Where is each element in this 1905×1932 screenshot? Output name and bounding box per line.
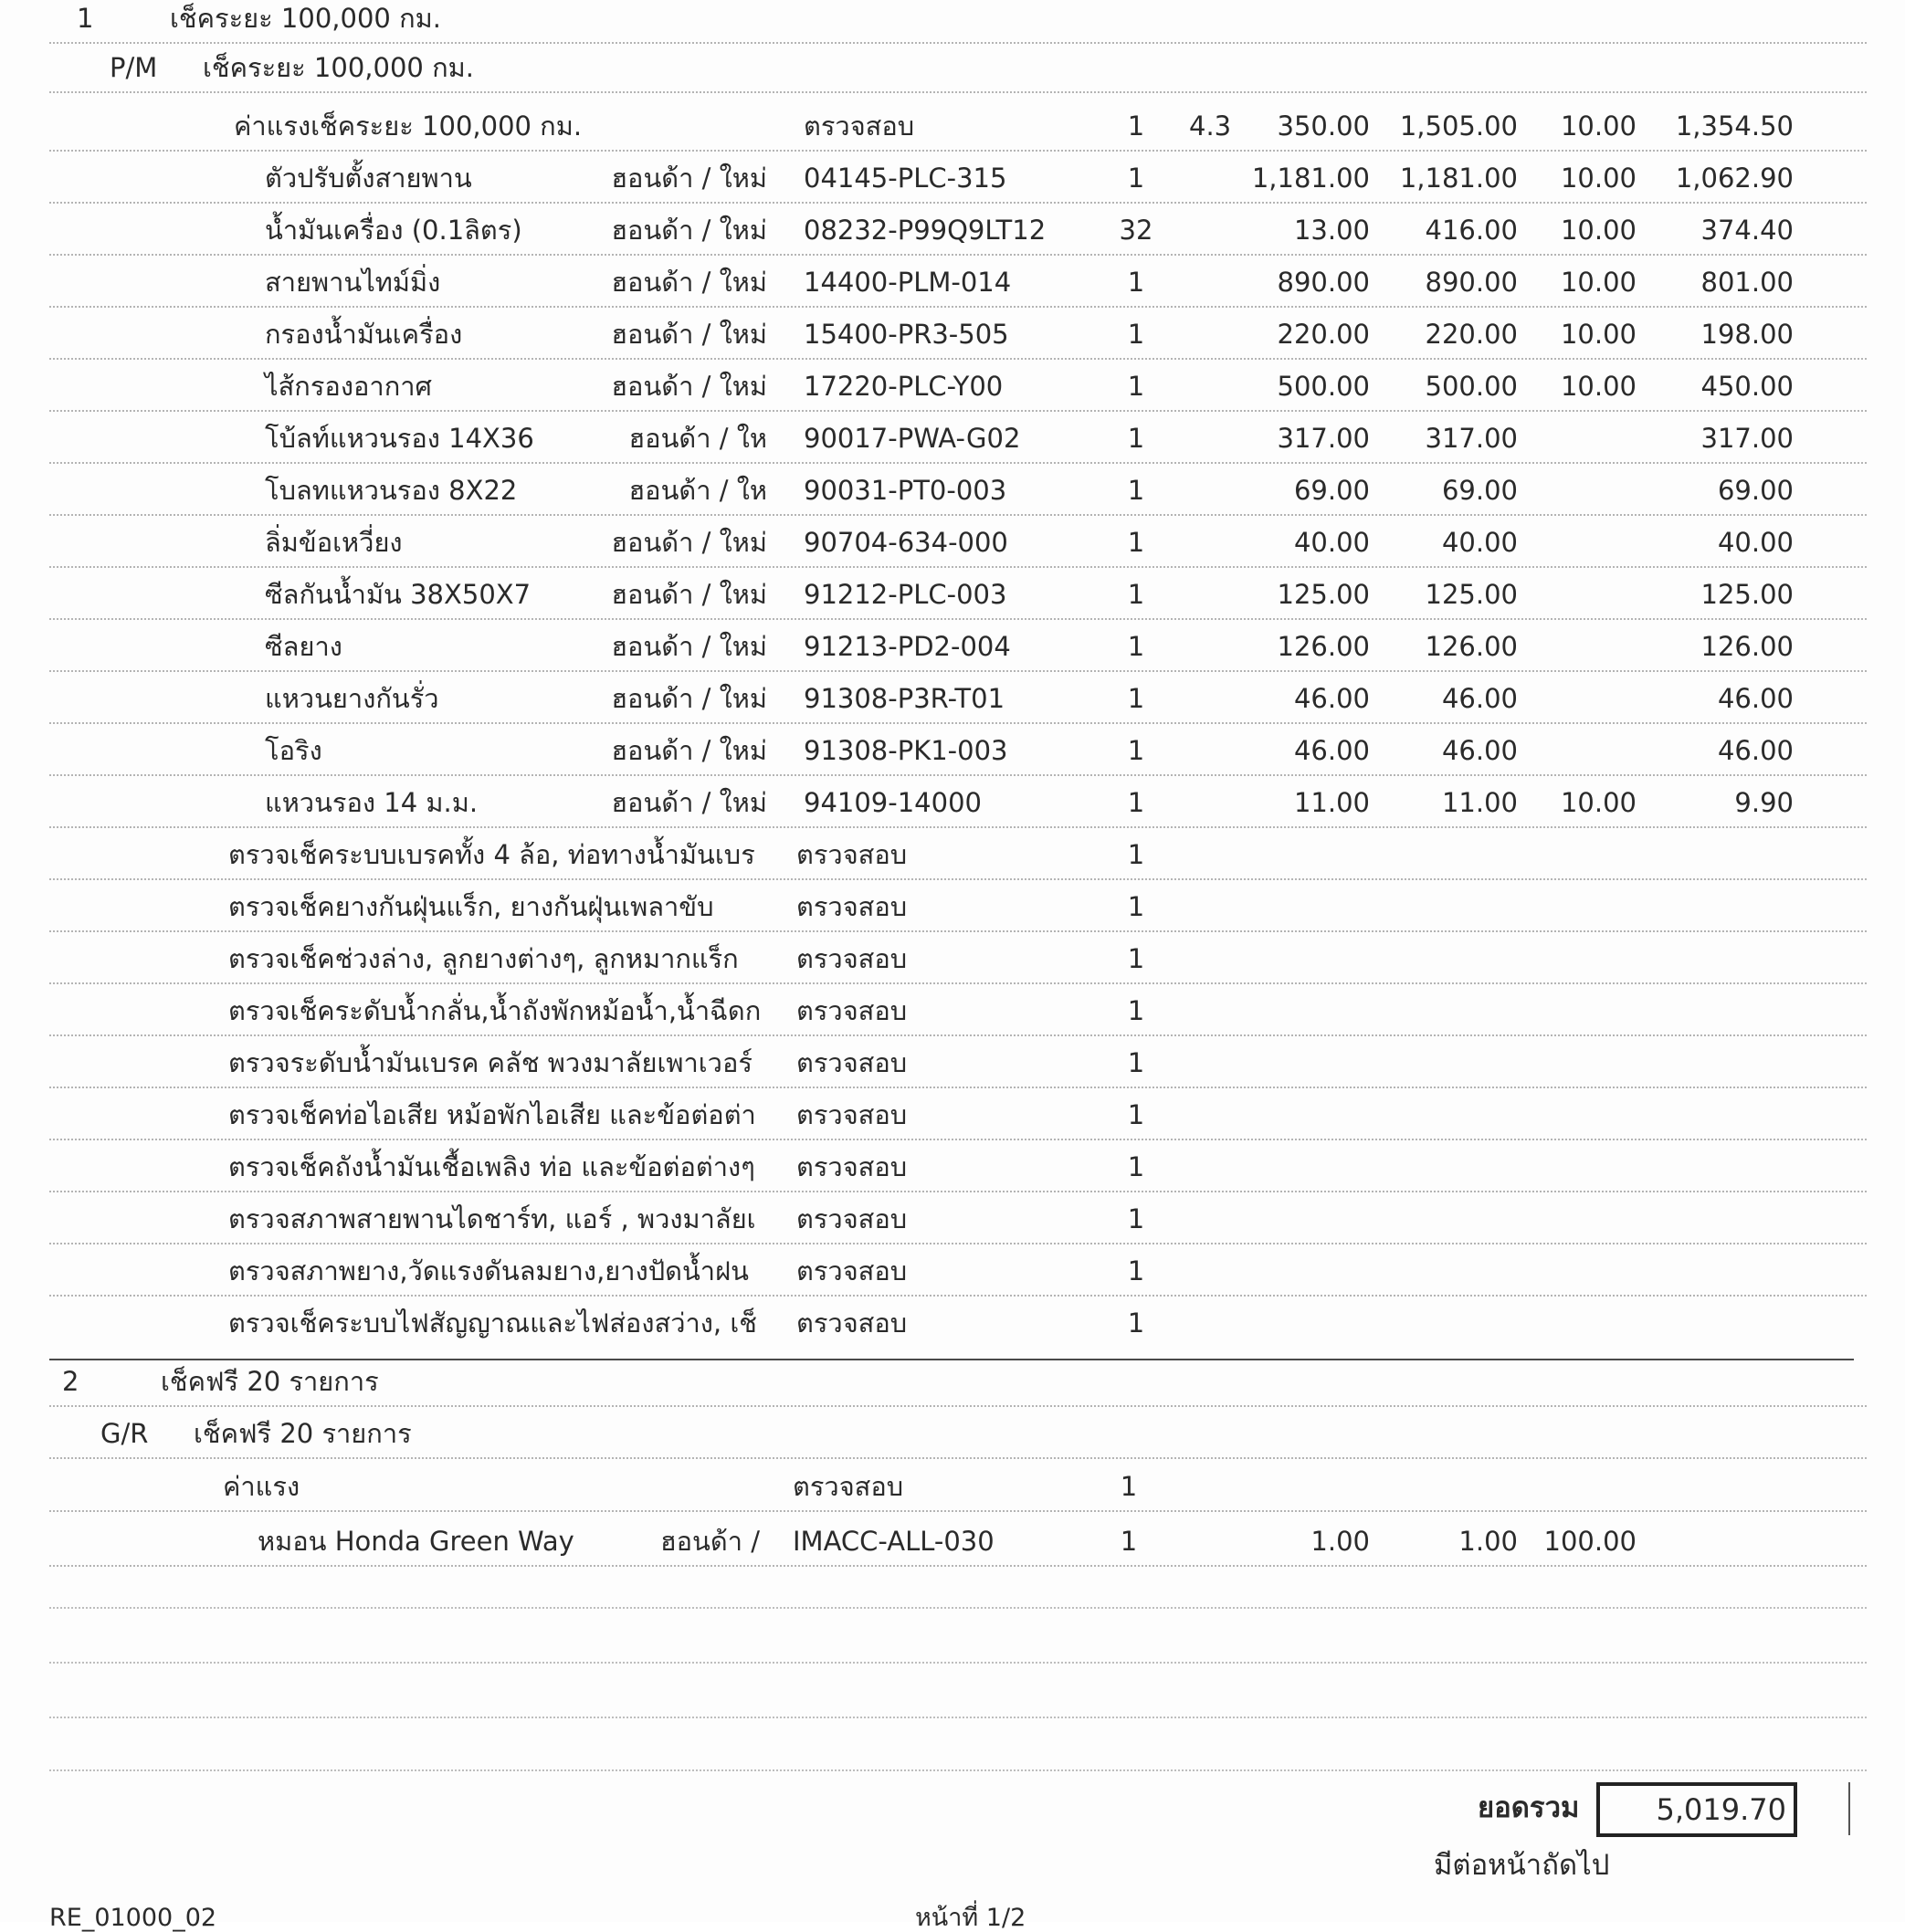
labor-qty: 1 (1127, 110, 1145, 142)
check-code: ตรวจสอบ (796, 1099, 908, 1130)
check-code: ตรวจสอบ (796, 1151, 908, 1182)
blank-rule (49, 1662, 1867, 1664)
part-unit-price: 890.00 (1277, 267, 1370, 298)
labor-row (49, 1461, 1867, 1512)
part-desc: หมอน Honda Green Way (258, 1526, 574, 1557)
part-row (49, 569, 1867, 620)
part-qty: 1 (1127, 631, 1145, 662)
labor-qty: 1 (1120, 1471, 1138, 1502)
part-amount: 220.00 (1425, 319, 1518, 350)
part-unit-price: 1,181.00 (1251, 163, 1370, 194)
form-code: RE_01000_02 (49, 1904, 217, 1932)
part-row (49, 673, 1867, 724)
part-brand: ฮอนด้า / ใหม่ (611, 735, 767, 766)
part-amount: 46.00 (1441, 683, 1518, 714)
labor-net: 1,354.50 (1675, 110, 1794, 142)
check-qty: 1 (1127, 891, 1145, 922)
check-code: ตรวจสอบ (796, 1047, 908, 1078)
part-unit-price: 125.00 (1277, 579, 1370, 610)
part-row (49, 205, 1867, 256)
part-qty: 1 (1127, 371, 1145, 402)
part-brand: ฮอนด้า / ใหม่ (611, 267, 767, 298)
check-row (49, 881, 1867, 932)
part-brand: ฮอนด้า / ให (628, 423, 767, 454)
part-row (49, 621, 1867, 672)
labor-discount: 10.00 (1560, 110, 1637, 142)
part-desc: ลิ่มข้อเหวี่ยง (265, 527, 403, 558)
check-desc: ตรวจเช็คระบบเบรคทั้ง 4 ล้อ, ท่อทางน้ำมันเบร (228, 839, 755, 870)
part-brand: ฮอนด้า / ใหม่ (611, 787, 767, 818)
part-unit-price: 317.00 (1277, 423, 1370, 454)
check-code: ตรวจสอบ (796, 1307, 908, 1339)
section-number: 2 (62, 1366, 79, 1397)
check-desc: ตรวจเช็คถังน้ำมันเชื้อเพลิง ท่อ และข้อต่อต่างๆ (228, 1151, 755, 1182)
part-brand: ฮอนด้า / ใหม่ (611, 215, 767, 246)
total-divider (1848, 1782, 1850, 1835)
labor-amount: 1,505.00 (1399, 110, 1518, 142)
part-row (49, 725, 1867, 776)
part-net: 801.00 (1700, 267, 1794, 298)
part-unit-price: 40.00 (1293, 527, 1370, 558)
check-row (49, 1193, 1867, 1244)
part-desc: ซีลกันน้ำมัน 38X50X7 (265, 579, 532, 610)
labor-desc: ค่าแรง (223, 1471, 300, 1502)
part-number: 14400-PLM-014 (804, 267, 1012, 298)
check-desc: ตรวจเช็คยางกันฝุ่นแร็ก, ยางกันฝุ่นเพลาขับ (228, 891, 714, 922)
part-desc: น้ำมันเครื่อง (0.1ลิตร) (265, 215, 522, 246)
part-discount (1518, 673, 1637, 724)
blank-rule (49, 1607, 1867, 1609)
part-brand: ฮอนด้า / ใหม่ (611, 527, 767, 558)
part-net: 40.00 (1717, 527, 1794, 558)
check-code: ตรวจสอบ (796, 891, 908, 922)
part-amount: 317.00 (1425, 423, 1518, 454)
job-type: G/R (100, 1418, 149, 1449)
part-number: IMACC-ALL-030 (793, 1526, 995, 1557)
part-amount: 416.00 (1425, 215, 1518, 246)
part-unit-price: 13.00 (1293, 215, 1370, 246)
labor-desc: ค่าแรงเช็คระยะ 100,000 กม. (234, 110, 583, 142)
part-number: 91213-PD2-004 (804, 631, 1011, 662)
part-net: 126.00 (1700, 631, 1794, 662)
section-title: เช็คระยะ 100,000 กม. (170, 3, 441, 34)
check-code: ตรวจสอบ (796, 1203, 908, 1234)
section-header (49, 0, 1867, 44)
part-number: 91308-PK1-003 (804, 735, 1008, 766)
part-desc: โบ้ลท์แหวนรอง 14X36 (265, 423, 534, 454)
part-row (49, 257, 1867, 308)
part-unit-price: 11.00 (1293, 787, 1370, 818)
part-row (49, 777, 1867, 828)
check-row (49, 1297, 1867, 1349)
check-desc: ตรวจเช็คท่อไอเสีย หม้อพักไอเสีย และข้อต่อต่า (228, 1099, 756, 1130)
part-unit-price: 220.00 (1277, 319, 1370, 350)
total-value: 5,019.70 (1596, 1782, 1797, 1837)
job-header (49, 1408, 1867, 1459)
part-qty: 1 (1127, 319, 1145, 350)
part-discount (1518, 413, 1637, 464)
part-amount: 1.00 (1458, 1526, 1518, 1557)
part-net: 9.90 (1734, 787, 1794, 818)
check-qty: 1 (1127, 995, 1145, 1026)
part-brand: ฮอนด้า / ใหม่ (611, 631, 767, 662)
part-row (49, 152, 1867, 204)
part-brand: ฮอนด้า / ใหม่ (611, 319, 767, 350)
check-code: ตรวจสอบ (796, 839, 908, 870)
check-code: ตรวจสอบ (796, 1255, 908, 1286)
part-net: 374.40 (1700, 215, 1794, 246)
total-label: ยอดรวม (1478, 1791, 1580, 1824)
check-code: ตรวจสอบ (796, 995, 908, 1026)
check-desc: ตรวจสภาพสายพานไดชาร์ท, แอร์ , พวงมาลัยเ (228, 1203, 756, 1234)
check-qty: 1 (1127, 1307, 1145, 1339)
part-discount: 10.00 (1560, 371, 1637, 402)
part-number: 17220-PLC-Y00 (804, 371, 1004, 402)
part-desc: ตัวปรับตั้งสายพาน (265, 163, 472, 194)
part-number: 91212-PLC-003 (804, 579, 1007, 610)
part-discount (1518, 725, 1637, 776)
part-number: 91308-P3R-T01 (804, 683, 1005, 714)
part-amount: 1,181.00 (1399, 163, 1518, 194)
blank-rule (49, 1769, 1867, 1771)
part-amount: 69.00 (1441, 475, 1518, 506)
check-qty: 1 (1127, 1047, 1145, 1078)
check-desc: ตรวจเช็คช่วงล่าง, ลูกยางต่างๆ, ลูกหมากแร็ก (228, 943, 739, 974)
part-discount: 10.00 (1560, 267, 1637, 298)
part-net: 317.00 (1700, 423, 1794, 454)
part-row (49, 361, 1867, 412)
part-desc: ไส้กรองอากาศ (265, 371, 432, 402)
part-discount: 10.00 (1560, 319, 1637, 350)
section-header (49, 1356, 1867, 1407)
check-qty: 1 (1127, 839, 1145, 870)
part-row (49, 309, 1867, 360)
part-qty: 32 (1119, 215, 1153, 246)
labor-unit-price: 350.00 (1277, 110, 1370, 142)
part-net: 125.00 (1700, 579, 1794, 610)
part-desc: โบลทแหวนรอง 8X22 (265, 475, 518, 506)
job-type: P/M (110, 52, 158, 83)
check-row (49, 1245, 1867, 1297)
check-row (49, 1089, 1867, 1140)
part-amount: 11.00 (1441, 787, 1518, 818)
part-desc: แหวนยางกันรั่ว (265, 683, 439, 714)
part-discount (1518, 517, 1637, 568)
part-unit-price: 126.00 (1277, 631, 1370, 662)
part-amount: 890.00 (1425, 267, 1518, 298)
part-row (49, 517, 1867, 568)
continued-note: มีต่อหน้าถัดไป (1434, 1849, 1610, 1882)
part-net: 450.00 (1700, 371, 1794, 402)
labor-row (49, 100, 1867, 152)
part-qty: 1 (1120, 1526, 1138, 1557)
part-unit-price: 46.00 (1293, 735, 1370, 766)
job-title: เช็คระยะ 100,000 กม. (203, 52, 474, 83)
check-qty: 1 (1127, 1203, 1145, 1234)
part-qty: 1 (1127, 267, 1145, 298)
page-number: หน้าที่ 1/2 (915, 1904, 1026, 1932)
part-discount: 10.00 (1560, 787, 1637, 818)
part-qty: 1 (1127, 579, 1145, 610)
part-desc: สายพานไทม์มิ่ง (265, 267, 441, 298)
part-amount: 40.00 (1441, 527, 1518, 558)
part-qty: 1 (1127, 683, 1145, 714)
part-desc: แหวนรอง 14 ม.ม. (265, 787, 479, 818)
part-desc: กรองน้ำมันเครื่อง (265, 319, 463, 350)
part-number: 90031-PT0-003 (804, 475, 1007, 506)
check-qty: 1 (1127, 943, 1145, 974)
part-discount (1518, 569, 1637, 620)
part-brand: ฮอนด้า / ใหม่ (611, 579, 767, 610)
part-amount: 500.00 (1425, 371, 1518, 402)
part-row (49, 1516, 1867, 1567)
labor-code: ตรวจสอบ (793, 1471, 904, 1502)
part-qty: 1 (1127, 163, 1145, 194)
section-title: เช็คฟรี 20 รายการ (161, 1366, 379, 1397)
part-number: 90017-PWA-G02 (804, 423, 1021, 454)
part-unit-price: 46.00 (1293, 683, 1370, 714)
part-discount: 10.00 (1560, 163, 1637, 194)
part-net: 198.00 (1700, 319, 1794, 350)
part-brand: ฮอนด้า / ให (628, 475, 767, 506)
part-net: 46.00 (1717, 735, 1794, 766)
check-row (49, 829, 1867, 880)
part-net (1637, 1516, 1794, 1567)
part-discount (1518, 621, 1637, 672)
check-qty: 1 (1127, 1255, 1145, 1286)
part-brand: ฮอนด้า / ใหม่ (611, 163, 767, 194)
part-qty: 1 (1127, 787, 1145, 818)
part-brand: ฮอนด้า / (659, 1526, 760, 1557)
check-desc: ตรวจสภาพยาง,วัดแรงดันลมยาง,ยางปัดน้ำฝน (228, 1255, 749, 1286)
part-number: 08232-P99Q9LT12 (804, 215, 1047, 246)
check-code: ตรวจสอบ (796, 943, 908, 974)
part-number: 15400-PR3-505 (804, 319, 1009, 350)
check-row (49, 933, 1867, 984)
part-desc: โอริง (265, 735, 322, 766)
part-number: 94109-14000 (804, 787, 982, 818)
check-qty: 1 (1127, 1151, 1145, 1182)
part-net: 46.00 (1717, 683, 1794, 714)
part-amount: 126.00 (1425, 631, 1518, 662)
section-number: 1 (77, 3, 94, 34)
job-title: เช็คฟรี 20 รายการ (194, 1418, 412, 1449)
blank-rule (49, 1717, 1867, 1718)
labor-code: ตรวจสอบ (804, 110, 915, 142)
part-discount (1518, 465, 1637, 516)
part-unit-price: 69.00 (1293, 475, 1370, 506)
part-brand: ฮอนด้า / ใหม่ (611, 683, 767, 714)
part-amount: 46.00 (1441, 735, 1518, 766)
check-row (49, 1037, 1867, 1088)
labor-hours: 4.3 (1189, 110, 1232, 142)
part-qty: 1 (1127, 423, 1145, 454)
part-qty: 1 (1127, 475, 1145, 506)
check-qty: 1 (1127, 1099, 1145, 1130)
part-number: 90704-634-000 (804, 527, 1008, 558)
check-row (49, 1141, 1867, 1192)
check-row (49, 985, 1867, 1036)
part-number: 04145-PLC-315 (804, 163, 1007, 194)
check-desc: ตรวจเช็คระดับน้ำกลั่น,น้ำถังพักหม้อน้ำ,น้ำฉีดก (228, 995, 762, 1026)
part-desc: ซีลยาง (265, 631, 342, 662)
part-brand: ฮอนด้า / ใหม่ (611, 371, 767, 402)
check-desc: ตรวจระดับน้ำมันเบรค คลัช พวงมาลัยเพาเวอร์ (228, 1047, 753, 1078)
part-qty: 1 (1127, 527, 1145, 558)
part-discount: 100.00 (1543, 1526, 1637, 1557)
check-desc: ตรวจเช็คระบบไฟสัญญาณและไฟส่องสว่าง, เช็ (228, 1307, 757, 1339)
part-discount: 10.00 (1560, 215, 1637, 246)
part-net: 1,062.90 (1675, 163, 1794, 194)
part-amount: 125.00 (1425, 579, 1518, 610)
job-header (49, 42, 1867, 93)
part-unit-price: 500.00 (1277, 371, 1370, 402)
part-unit-price: 1.00 (1310, 1526, 1370, 1557)
part-row (49, 413, 1867, 464)
part-qty: 1 (1127, 735, 1145, 766)
part-row (49, 465, 1867, 516)
part-net: 69.00 (1717, 475, 1794, 506)
